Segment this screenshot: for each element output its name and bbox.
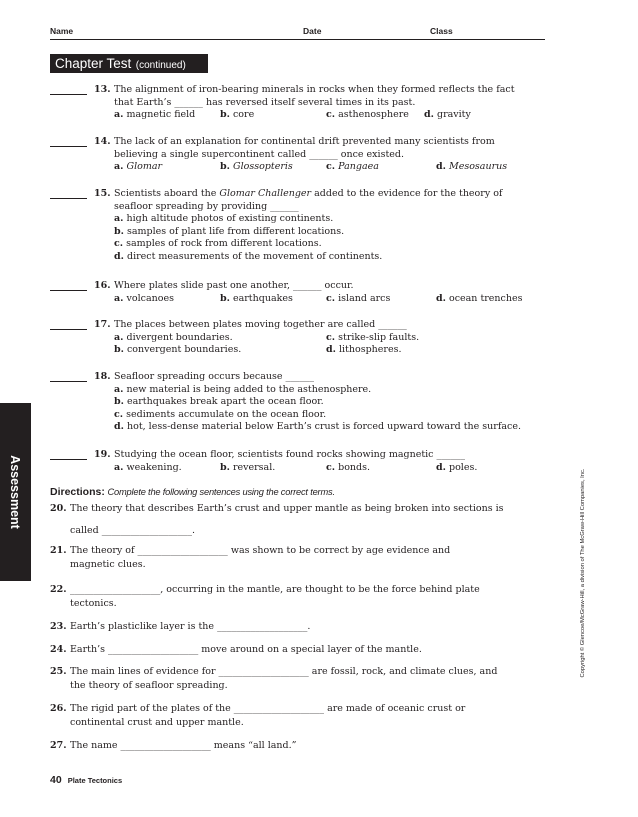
footer-title: Plate Tectonics: [67, 776, 123, 785]
question-15: [50, 188, 550, 268]
options-row: [114, 293, 550, 306]
option-b: b. reversal.: [220, 461, 276, 473]
sentence-20: [50, 502, 550, 538]
option-a: a. volcanoes: [114, 292, 174, 304]
question-text: Where plates slide past one another, ______ occur.: [114, 280, 354, 291]
option-a: a. Glomar: [114, 161, 163, 173]
page-footer: [50, 770, 122, 788]
sentence-21: [50, 544, 550, 574]
sentence-text: called ___________________.: [70, 525, 196, 536]
question-14: [50, 136, 550, 176]
banner-subtitle: (continued): [135, 60, 186, 71]
sentence-text: The theory of ___________________ was shown to be correct by age evidence and: [70, 545, 451, 556]
sentence-number: 23.: [50, 621, 67, 632]
option-d: d. ocean trenches: [436, 292, 523, 304]
option-b: b. core: [220, 109, 255, 121]
sentence-text: Earth’s plasticlike layer is the ___________________.: [70, 621, 311, 632]
options-row: [114, 462, 550, 475]
question-text: Seafloor spreading occurs because ______: [114, 371, 314, 382]
option-c: c. sediments accumulate on the ocean floor.: [114, 408, 327, 420]
answer-blank: [50, 198, 87, 199]
sentence-text: The name ___________________ means “all land.”: [70, 740, 297, 751]
options-row: [114, 161, 550, 174]
sentence-text: magnetic clues.: [70, 559, 146, 570]
option-b: b. earthquakes: [220, 292, 293, 304]
option-a: a. new material is being added to the asthenosphere.: [114, 383, 372, 395]
option-d: d. gravity: [424, 109, 471, 121]
option-a: a. high altitude photos of existing continents.: [114, 213, 334, 225]
sentence-text: ___________________, occurring in the mantle, are thought to be the force behind plate: [70, 584, 480, 595]
question-number: 17.: [94, 319, 111, 330]
sentence-text: The theory that describes Earth’s crust and upper mantle as being broken into sections is: [70, 503, 504, 514]
question-text: The lack of an explanation for continental drift prevented many scientists from: [114, 136, 495, 147]
question-text: believing a single supercontinent called ______ once existed.: [114, 148, 404, 160]
sentence-27: [50, 739, 550, 754]
sentence-22: [50, 583, 550, 613]
question-text: seafloor spreading by providing ______: [114, 200, 299, 212]
sentence-number: 27.: [50, 740, 67, 751]
option-a: a. magnetic field: [114, 109, 196, 121]
answer-blank: [50, 329, 87, 330]
sentence-24: [50, 643, 550, 658]
question-18: [50, 371, 550, 437]
question-number: 19.: [94, 449, 111, 460]
options-row: [114, 344, 550, 357]
student-info-header: [50, 26, 545, 40]
option-c: c. Pangaea: [326, 161, 379, 173]
page-number: 40: [50, 774, 62, 786]
option-d: d. poles.: [436, 461, 478, 473]
class-label: Class: [430, 26, 453, 36]
sentence-number: 21.: [50, 545, 67, 556]
answer-blank: [50, 459, 87, 460]
assessment-side-tab: [0, 403, 31, 581]
question-number: 14.: [94, 136, 111, 147]
question-19: [50, 449, 550, 477]
sentence-number: 24.: [50, 644, 67, 655]
name-label: Name: [50, 26, 74, 36]
sentence-23: [50, 620, 550, 635]
option-c: c. samples of rock from different locations.: [114, 238, 322, 250]
sentence-text: tectonics.: [70, 598, 117, 609]
option-b: b. Glossopteris: [220, 161, 293, 173]
sentence-25: [50, 665, 550, 695]
question-text: The places between plates moving together are called ______: [114, 319, 407, 330]
question-number: 16.: [94, 280, 111, 291]
question-text: Scientists aboard the Glomar Challenger added to the evidence for the theory of: [114, 188, 503, 199]
option-b: b. convergent boundaries.: [114, 344, 242, 356]
banner-title: Chapter Test: [55, 56, 132, 71]
header-rule: [50, 39, 545, 40]
option-c: c. bonds.: [326, 461, 371, 473]
option-d: d. Mesosaurus: [436, 161, 508, 173]
sentence-text: The main lines of evidence for ___________________ are fossil, rock, and climate clues, and: [70, 666, 498, 677]
question-number: 18.: [94, 371, 111, 382]
sentence-text: Earth’s ___________________ move around on a special layer of the mantle.: [70, 644, 422, 655]
options-row: [114, 332, 550, 345]
option-c: c. asthenosphere: [326, 109, 409, 121]
directions-text: Complete the following sentences using the correct terms.: [107, 487, 335, 497]
option-a: a. weakening.: [114, 461, 182, 473]
option-b: b. earthquakes break apart the ocean floor.: [114, 396, 324, 408]
options-row: [114, 109, 550, 122]
question-text: that Earth’s ______ has reversed itself several times in its past.: [114, 96, 416, 108]
sentence-number: 25.: [50, 666, 67, 677]
option-b: b. samples of plant life from different locations.: [114, 225, 345, 237]
option-d: d. hot, less-dense material below Earth’s crust is forced upward toward the surface.: [114, 421, 521, 433]
sentence-number: 26.: [50, 703, 67, 714]
option-d: d. lithospheres.: [326, 344, 402, 356]
question-number: 15.: [94, 188, 111, 199]
chapter-test-banner: [50, 54, 208, 73]
answer-blank: [50, 381, 87, 382]
question-number: 13.: [94, 84, 111, 95]
sentence-number: 20.: [50, 503, 67, 514]
sentence-text: the theory of seafloor spreading.: [70, 680, 228, 691]
sentence-number: 22.: [50, 584, 67, 595]
directions: [50, 486, 335, 498]
option-c: c. island arcs: [326, 292, 391, 304]
answer-blank: [50, 146, 87, 147]
copyright-text: Copyright © Glencoe/McGraw-Hill, a division of The McGraw-Hill Companies, Inc.: [580, 468, 586, 678]
sentence-26: [50, 702, 550, 732]
question-text: The alignment of iron-bearing minerals in rocks when they formed reflects the fact: [114, 84, 515, 95]
answer-blank: [50, 290, 87, 291]
answer-blank: [50, 94, 87, 95]
question-17: [50, 319, 550, 359]
option-a: a. divergent boundaries.: [114, 331, 233, 343]
question-text: Studying the ocean floor, scientists found rocks showing magnetic ______: [114, 449, 466, 460]
question-16: [50, 280, 550, 308]
date-label: Date: [303, 26, 322, 36]
option-c: c. strike-slip faults.: [326, 331, 420, 343]
sentence-text: The rigid part of the plates of the ___________________ are made of oceanic crust or: [70, 703, 466, 714]
option-d: d. direct measurements of the movement of continents.: [114, 250, 383, 262]
directions-label: Directions:: [50, 486, 105, 498]
question-13: [50, 84, 550, 124]
sentence-text: continental crust and upper mantle.: [70, 717, 244, 728]
side-tab-label: Assessment: [8, 455, 22, 529]
